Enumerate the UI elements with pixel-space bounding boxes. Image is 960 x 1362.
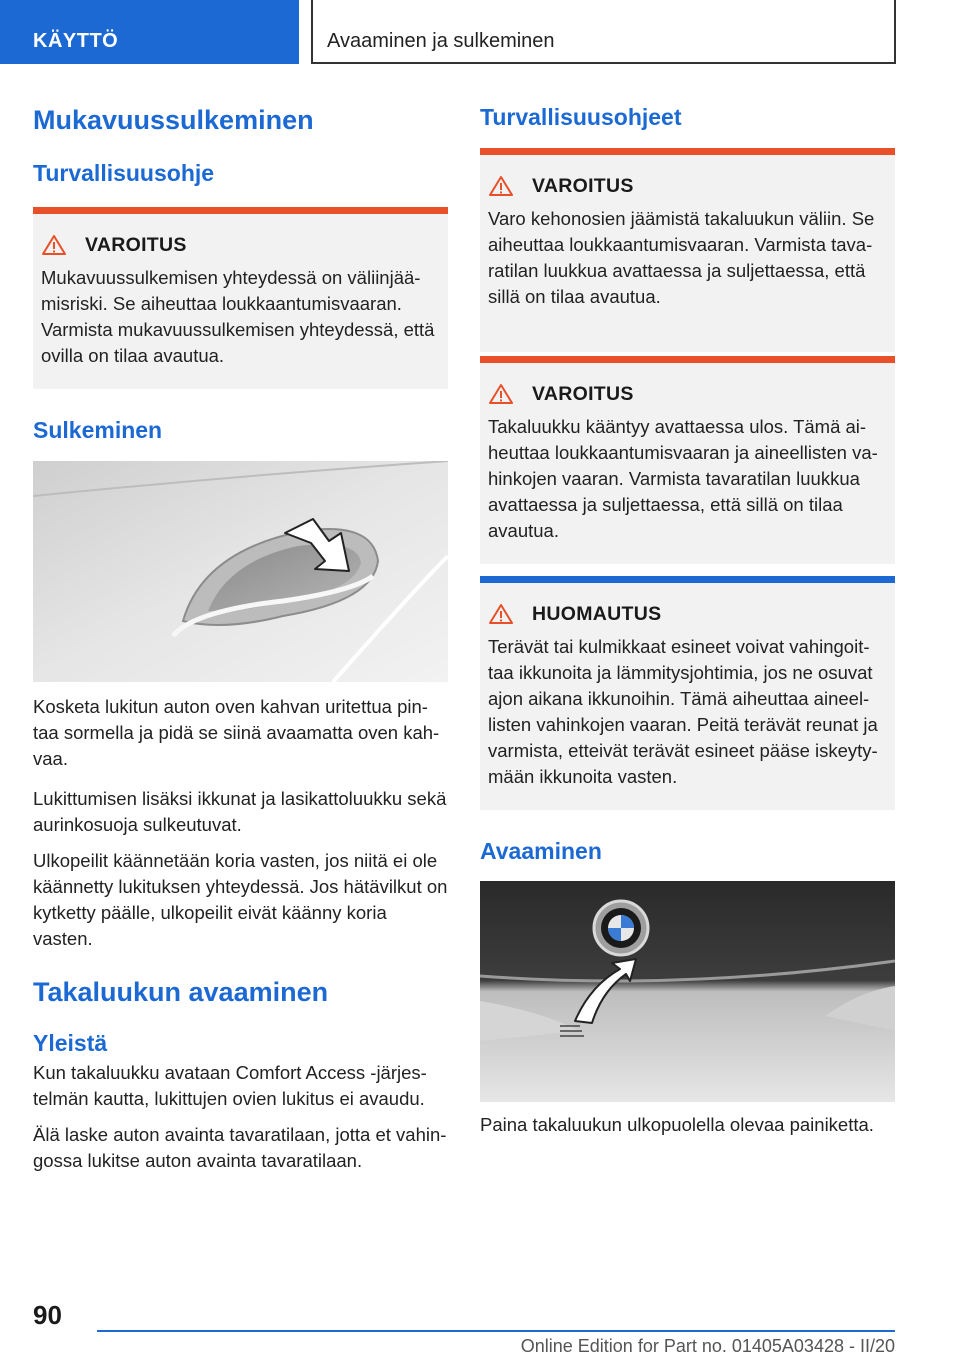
warning-title: VAROITUS (85, 233, 187, 256)
heading-comfort-closing: Mukavuussulkeminen (33, 105, 314, 135)
door-handle-illustration (33, 461, 448, 682)
warning-header (41, 234, 439, 257)
heading-safety-note: Turvallisuusohje (33, 160, 215, 187)
heading-trunk-opening: Takaluukun avaaminen (33, 976, 329, 1007)
warning-header (488, 383, 886, 406)
trunk-button-image (480, 881, 895, 1102)
paragraph-press-button: Paina takaluukun ulkopuolella olevaa painiketta. (480, 1114, 874, 1136)
warning-triangle-icon (41, 234, 67, 256)
footer-edition: Online Edition for Part no. 01405A03428 - II/20 (520, 1336, 895, 1356)
notice-text: Terävät tai kulmikkaat esineet voivat vahingoit-taa ikkunoita ja lämmitysjohtimia, jos ne osuvat ajon aikana ikkunoihin. Tämä aiheuttaa aineel-listen vahinkojen vaaran. Peitä terävät reunat ja varmista, etteivät terävät esineet pääse iskeyty-mään ikkunoita vasten. (488, 635, 878, 787)
warning-triangle-icon (488, 175, 514, 197)
paragraph-touch-handle: Kosketa lukitun auton oven kahvan uritettua pin-taa sormella ja pidä se siinä avaamatta oven kah-vaa. (33, 695, 440, 769)
door-handle-image (33, 461, 448, 682)
chapter-title: Avaaminen ja sulkeminen (311, 0, 896, 64)
footer-divider (97, 1330, 895, 1332)
right-column (480, 96, 895, 1138)
warning-text: Takaluukku kääntyy avattaessa ulos. Tämä ai-heuttaa loukkaantumisvaaran ja aineellisten va-hinkojen vaaran. Varmista tavaratilan luukkua avattaessa ja suljettaessa, että sillä on tilaa avautua. (488, 415, 878, 541)
heading-opening: Avaaminen (480, 837, 602, 864)
heading-safety-notes: Turvallisuusohjeet (480, 104, 682, 130)
warning-triangle-icon (488, 383, 514, 405)
warning-header (488, 175, 886, 198)
paragraph-comfort-access: Kun takaluukku avataan Comfort Access -järjes-telmän kautta, lukittujen ovien lukitus ei avaudu. (33, 1061, 427, 1109)
warning-title: VAROITUS (532, 382, 634, 405)
page-number: 90 (33, 1300, 62, 1330)
left-column (33, 96, 448, 1174)
notice-box-sharp-objects (480, 576, 895, 810)
notice-header (488, 603, 886, 626)
warning-title: VAROITUS (532, 174, 634, 197)
warning-box-body-parts (480, 148, 895, 352)
paragraph-mirrors: Ulkopeilit käännetään koria vasten, jos niitä ei ole käännetty lukituksen yhteydessä. Jos hätävilkut on kytketty päälle, ulkopeilit eivät käänny koria vasten. (33, 849, 448, 949)
notice-triangle-icon (488, 603, 514, 625)
warning-text: Mukavuussulkemisen yhteydessä on väliinjää-misriski. Se aiheuttaa loukkaantumisvaaran. Varmista mukavuussulkemisen yhteydessä, että ovilla on tilaa avautua. (41, 266, 435, 366)
heading-closing: Sulkeminen (33, 416, 163, 443)
heading-general: Yleistä (33, 1029, 108, 1056)
warning-box-comfort (33, 207, 448, 389)
paragraph-windows-close: Lukittumisen lisäksi ikkunat ja lasikattoluukku sekä aurinkosuoja sulkeutuvat. (33, 787, 447, 835)
section-tab: KÄYTTÖ (0, 0, 299, 64)
warning-box-swing-out (480, 356, 895, 564)
trunk-button-illustration (480, 881, 895, 1102)
warning-text: Varo kehonosien jäämistä takaluukun väliin. Se aiheuttaa loukkaantumisvaaran. Varmista tava-ratilan luukkua avattaessa ja suljettaessa, että sillä on tilaa avautua. (488, 207, 875, 307)
paragraph-key-warning: Älä laske auton avainta tavaratilaan, jotta et vahin-gossa lukitse auton avainta tavaratilaan. (33, 1123, 447, 1171)
notice-title: HUOMAUTUS (532, 602, 662, 625)
